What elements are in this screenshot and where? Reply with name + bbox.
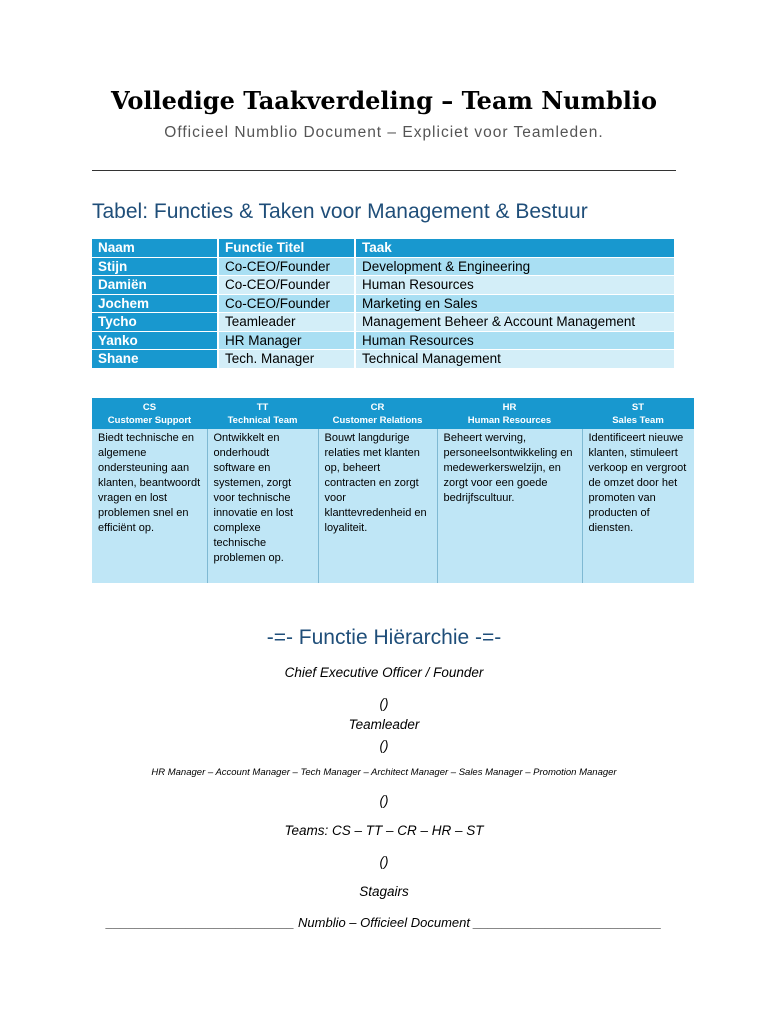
row-function: Co-CEO/Founder — [219, 295, 356, 314]
team-code: CS — [142, 401, 157, 413]
team-header-cr — [318, 398, 437, 429]
team-description-cs: Biedt technische en algemene ondersteuning aan klanten, beantwoordt vragen en lost problemen snel en efficiënt op. — [92, 429, 207, 583]
row-name: Tycho — [92, 313, 219, 332]
divider — [92, 170, 676, 171]
hierarchy-connector: () — [379, 793, 389, 808]
header-naam: Naam — [92, 239, 219, 258]
hierarchy-heading: -=- Functie Hiërarchie -=- — [266, 626, 502, 649]
row-task: Human Resources — [356, 332, 676, 351]
header-taak: Taak — [356, 239, 676, 258]
management-table-heading: Tabel: Functies & Taken voor Management & Bestuur — [92, 200, 588, 223]
team-header-hr — [437, 398, 582, 429]
team-name: Sales Team — [612, 414, 664, 426]
team-header-tt — [207, 398, 318, 429]
team-code: TT — [256, 401, 269, 413]
row-task: Human Resources — [356, 276, 676, 295]
teams-table-header — [92, 398, 694, 429]
row-function: Co-CEO/Founder — [219, 258, 356, 277]
team-description-cr: Bouwt langdurige relaties met klanten op, beheert contracten en zorgt voor klanttevredenheid en loyaliteit. — [318, 429, 437, 583]
hierarchy-connector: () — [379, 738, 389, 753]
table-row — [92, 332, 676, 351]
table-row — [92, 350, 676, 369]
document-subtitle: Officieel Numblio Document – Expliciet voor Teamleden. — [164, 124, 604, 141]
team-name: Customer Support — [107, 414, 192, 426]
team-name: Customer Relations — [332, 414, 423, 426]
team-name: Technical Team — [227, 414, 298, 426]
hierarchy-level-stagairs: Stagairs — [359, 884, 409, 899]
row-name: Jochem — [92, 295, 219, 314]
document-title: Volledige Taakverdeling – Team Numblio — [110, 86, 658, 115]
row-function: Teamleader — [219, 313, 356, 332]
hierarchy-level-managers: HR Manager – Account Manager – Tech Manager – Architect Manager – Sales Manager – Promotion Manager — [151, 767, 617, 778]
team-description-st: Identificeert nieuwe klanten, stimuleert verkoop en vergroot de omzet door het promoten van producten of diensten. — [582, 429, 694, 583]
team-name: Human Resources — [467, 414, 552, 426]
hierarchy-level-teams: Teams: CS – TT – CR – HR – ST — [284, 823, 484, 838]
team-description-tt: Ontwikkelt en onderhoudt software en systemen, zorgt voor technische innovatie en lost complexe technische problemen op. — [207, 429, 318, 583]
row-function: Co-CEO/Founder — [219, 276, 356, 295]
team-header-cs — [92, 398, 207, 429]
table-row — [92, 313, 676, 332]
row-name: Yanko — [92, 332, 219, 351]
row-task: Marketing en Sales — [356, 295, 676, 314]
row-task: Management Beheer & Account Management — [356, 313, 676, 332]
row-name: Shane — [92, 350, 219, 369]
table-row — [92, 258, 676, 277]
row-task: Development & Engineering — [356, 258, 676, 277]
footer-text: __________________________ Numblio – Officieel Document __________________________ — [106, 915, 662, 930]
hierarchy-level-teamleader: Teamleader — [348, 717, 420, 732]
header-functie-titel: Functie Titel — [219, 239, 356, 258]
team-description-hr: Beheert werving, personeelsontwikkeling en medewerkerswelzijn, en zorgt voor een goede bedrijfscultuur. — [437, 429, 582, 583]
teams-table-row — [92, 429, 694, 583]
table-row — [92, 295, 676, 314]
hierarchy-connector: () — [379, 854, 389, 869]
row-name: Stijn — [92, 258, 219, 277]
team-header-st — [582, 398, 694, 429]
team-code: CR — [370, 401, 385, 413]
row-name: Damiën — [92, 276, 219, 295]
team-code: HR — [502, 401, 517, 413]
management-table-header — [92, 239, 676, 258]
team-code: ST — [631, 401, 645, 413]
row-function: HR Manager — [219, 332, 356, 351]
hierarchy-level-ceo: Chief Executive Officer / Founder — [284, 665, 484, 680]
teams-table — [92, 398, 694, 583]
management-table — [92, 239, 676, 369]
table-row — [92, 276, 676, 295]
row-task: Technical Management — [356, 350, 676, 369]
row-function: Tech. Manager — [219, 350, 356, 369]
hierarchy-connector: () — [379, 696, 389, 711]
